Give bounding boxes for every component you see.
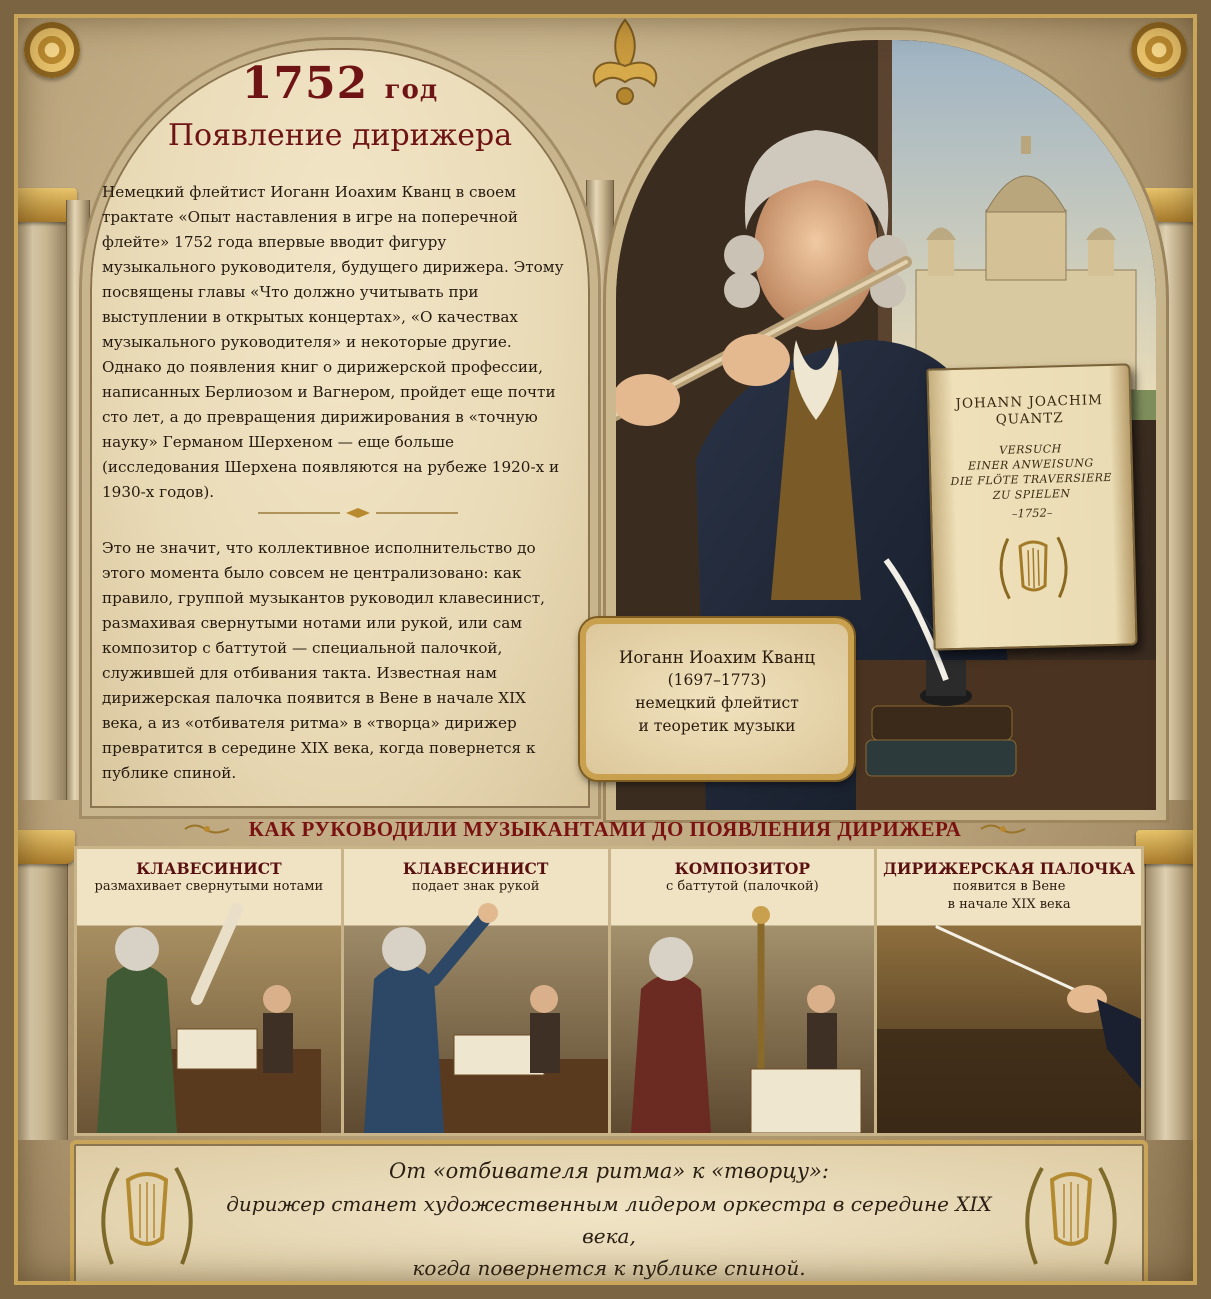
caption-name: Иоганн Иоахим Кванц	[618, 648, 816, 667]
panel-header	[877, 849, 1141, 927]
intro-paragraph-2: Это не значит, что коллективное исполнительство до этого момента было совсем не централизовано: как правило, группой музыкантов руководил клавесинист, размахивая свернутыми нотами или рукой, или сам композитор с баттутой — специальной палочкой, служившей для отбивания такта. Известная нам дирижерская палочка появится в Вене в начале XIX века, а из «отбивателя ритма» в «творца» дирижер превратится в середине XIX века, когда повернется к публике спиной.	[102, 539, 545, 782]
page-year-title	[82, 58, 598, 109]
page-subtitle: Появление дирижера	[167, 118, 513, 153]
panel-title: ДИРИЖЕРСКАЯ ПАЛОЧКА	[883, 859, 1136, 878]
column-lower-right	[1145, 860, 1203, 1140]
panel-header	[344, 849, 608, 927]
section-title: КАК РУКОВОДИЛИ МУЗЫКАНТАМИ ДО ПОЯВЛЕНИЯ ДИРИЖЕРА	[248, 816, 962, 841]
quote-line-2: дирижер станет художественным лидером оркестра в середине XIX века,	[226, 1192, 992, 1248]
panel-description: подает знак рукой	[411, 879, 540, 894]
rosette-ornament-top-right	[1131, 22, 1187, 78]
panel-conductor-baton	[877, 849, 1141, 1133]
column-lower-left	[10, 860, 68, 1140]
year-number: 1752	[241, 58, 369, 109]
panel-description: размахивает свернутыми нотами	[94, 879, 324, 894]
panel-header	[611, 849, 875, 927]
panel-description: появится в Вене	[952, 879, 1066, 894]
column-left-outer	[12, 220, 70, 800]
panel-title: КЛАВЕСИНИСТ	[136, 859, 282, 878]
closing-quote-text	[224, 1154, 994, 1284]
lyre-left-icon	[92, 1154, 202, 1274]
history-panels	[74, 846, 1144, 1136]
panel-description: с баттутой (палочкой)	[666, 879, 819, 894]
panel-description-2: в начале XIX века	[947, 897, 1071, 912]
portrait-caption-plaque	[580, 618, 854, 780]
year-suffix: год	[384, 75, 439, 105]
book-title-line-1: VERSUCH	[999, 442, 1062, 457]
scroll-ornament-left-icon	[183, 822, 231, 836]
panel-harpsichordist-hand-sign	[344, 849, 611, 1133]
column-capital-lower-right	[1136, 830, 1210, 864]
panel-title: КОМПОЗИТОР	[674, 859, 811, 878]
book-author-line-2: QUANTZ	[995, 410, 1064, 428]
caption-years: (1697–1773)	[667, 671, 767, 689]
lyre-laurel-icon	[988, 527, 1080, 609]
quote-line-3: когда повернется к публике спиной.	[412, 1256, 806, 1280]
closing-quote-plaque	[70, 1140, 1148, 1290]
caption-role-line-1: немецкий флейтист	[635, 694, 799, 712]
book-title-line-3: DIE FLÖTE TRAVERSIERE	[950, 470, 1113, 489]
book-year: –1752–	[1011, 505, 1053, 521]
panel-composer-battuta	[611, 849, 878, 1133]
panel-harpsichordist-rolled-notes	[77, 849, 344, 1133]
book-author-line-1: JOHANN JOACHIM	[955, 392, 1104, 412]
book-title-line-2: EINER ANWEISUNG	[967, 456, 1094, 473]
scroll-ornament-right-icon	[979, 822, 1027, 836]
intro-paragraph-1: Немецкий флейтист Иоганн Иоахим Кванц в своем трактате «Опыт наставления в игре на поперечной флейте» 1752 года впервые вводит фигуру музыкального руководителя, будущего дирижера. Этому посвящены главы «Что должно учитывать при выступлении в открытых концертах», «О качествах музыкального руководителя» и некоторые другие. Однако до появления книг о дирижерской профессии, написанных Берлиозом и Вагнером, пройдет еще почти сто лет, а до превращения дирижирования в «точную науку» Германом Шерхеном — еще больше (исследования Шерхена появляются на рубеже 1920-х и 1930-х годов).	[102, 183, 564, 501]
rosette-ornament-top-left	[24, 22, 80, 78]
column-capital-lower-left	[1, 830, 75, 864]
book-title-line-4: ZU SPIELEN	[992, 486, 1071, 503]
panel-header	[77, 849, 341, 927]
lyre-right-icon	[1016, 1154, 1126, 1274]
quantz-treatise-book	[926, 363, 1137, 650]
caption-role-line-2: и теоретик музыки	[638, 717, 796, 735]
panel-title: КЛАВЕСИНИСТ	[402, 859, 549, 878]
quote-line-1: От «отбивателя ритма» к «творцу»:	[389, 1159, 829, 1183]
text-divider-ornament-icon	[258, 508, 458, 518]
